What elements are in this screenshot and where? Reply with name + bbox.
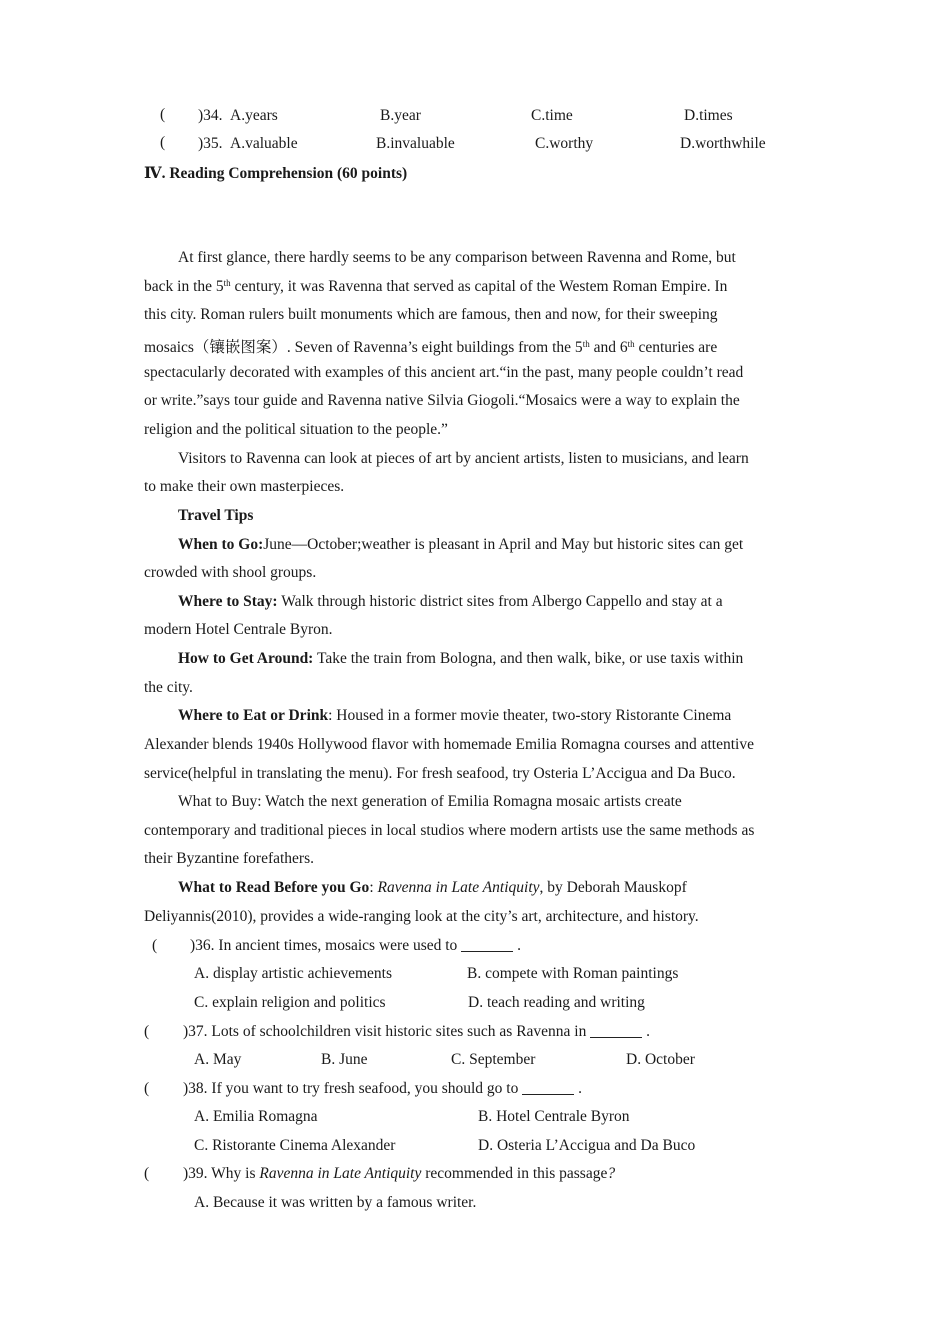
passage-line: At first glance, there hardly seems to be any comparison between Ravenna and Rome, but bbox=[178, 249, 736, 266]
option-d: D.times bbox=[684, 107, 733, 124]
option-c: C. explain religion and politics bbox=[194, 994, 386, 1011]
option-d: D. teach reading and writing bbox=[468, 994, 645, 1011]
passage-line: religion and the political situation to the people.” bbox=[144, 421, 448, 438]
answer-blank bbox=[522, 1082, 574, 1095]
answer-paren: ( bbox=[152, 937, 158, 954]
option-d: D. Osteria L’Accigua and Da Buco bbox=[478, 1137, 696, 1154]
option-b: B. compete with Roman paintings bbox=[467, 965, 679, 982]
passage-line: Visitors to Ravenna can look at pieces of art by ancient artists, listen to musicians, and learn bbox=[178, 450, 749, 467]
option-c: C. September bbox=[451, 1051, 536, 1068]
passage-line: Alexander blends 1940s Hollywood flavor with homemade Emilia Romagna courses and attentive bbox=[144, 736, 754, 753]
passage-line: contemporary and traditional pieces in local studios where modern artists use the same methods as bbox=[144, 822, 755, 839]
option-a: A. display artistic achievements bbox=[194, 965, 392, 982]
tip-where-to-stay: Where to Stay: Walk through historic district sites from Albergo Cappello and stay at a bbox=[178, 593, 723, 610]
option-a: A.years bbox=[230, 107, 278, 124]
question-stem: )37. Lots of schoolchildren visit historic sites such as Ravenna in . bbox=[183, 1023, 650, 1040]
tip-what-to-buy: What to Buy: Watch the next generation of Emilia Romagna mosaic artists create bbox=[178, 793, 682, 810]
passage-line: this city. Roman rulers built monuments which are famous, then and now, for their sweeping bbox=[144, 306, 718, 323]
passage-line: or write.”says tour guide and Ravenna native Silvia Giogoli.“Mosaics were a way to explain the bbox=[144, 392, 740, 409]
answer-blank bbox=[461, 939, 513, 952]
passage-line: service(helpful in translating the menu). For fresh seafood, try Osteria L’Accigua and Da Buco. bbox=[144, 765, 736, 782]
option-b: B. Hotel Centrale Byron bbox=[478, 1108, 630, 1125]
passage-line: mosaics（镶嵌图案）. Seven of Ravenna’s eight buildings from the 5th and 6th centuries are bbox=[144, 339, 718, 356]
answer-paren: ( bbox=[144, 1080, 150, 1097]
option-c: C. Ristorante Cinema Alexander bbox=[194, 1137, 396, 1154]
answer-paren: ( bbox=[144, 1165, 150, 1182]
passage-line: spectacularly decorated with examples of this ancient art.“in the past, many people couldn’t read bbox=[144, 364, 744, 381]
passage-line: crowded with shool groups. bbox=[144, 564, 317, 581]
tip-where-to-eat: Where to Eat or Drink: Housed in a former movie theater, two-story Ristorante Cinema bbox=[178, 707, 732, 724]
passage-line: the city. bbox=[144, 679, 193, 696]
tip-how-to-get-around: How to Get Around: Take the train from Bologna, and then walk, bike, or use taxis within bbox=[178, 650, 744, 667]
question-number: )35. bbox=[198, 135, 223, 152]
passage-line: modern Hotel Centrale Byron. bbox=[144, 621, 333, 638]
passage-line: back in the 5th century, it was Ravenna that served as capital of the Westem Roman Empire. In bbox=[144, 278, 728, 295]
question-stem: )36. In ancient times, mosaics were used to . bbox=[190, 937, 521, 954]
passage-line: to make their own masterpieces. bbox=[144, 478, 345, 495]
option-a: A.valuable bbox=[230, 135, 298, 152]
passage-line: Deliyannis(2010), provides a wide-ranging look at the city’s art, architecture, and history. bbox=[144, 908, 699, 925]
answer-paren: ( bbox=[160, 134, 166, 151]
option-c: C.time bbox=[531, 107, 573, 124]
answer-blank bbox=[590, 1025, 642, 1038]
option-b: B.year bbox=[380, 107, 421, 124]
question-stem: )38. If you want to try fresh seafood, you should go to . bbox=[183, 1080, 582, 1097]
answer-paren: ( bbox=[144, 1023, 150, 1040]
question-stem: )39. Why is Ravenna in Late Antiquity recommended in this passage? bbox=[183, 1165, 616, 1182]
question-number: )34. bbox=[198, 107, 223, 124]
answer-paren: ( bbox=[160, 106, 166, 123]
option-a: A. Because it was written by a famous writer. bbox=[194, 1194, 477, 1211]
option-a: A. Emilia Romagna bbox=[194, 1108, 318, 1125]
option-a: A. May bbox=[194, 1051, 242, 1068]
tip-when-to-go: When to Go:June—October;weather is pleasant in April and May but historic sites can get bbox=[178, 536, 744, 553]
option-b: B. June bbox=[321, 1051, 368, 1068]
section-title: Ⅳ. Reading Comprehension (60 points) bbox=[144, 165, 408, 182]
passage-line: their Byzantine forefathers. bbox=[144, 850, 314, 867]
option-b: B.invaluable bbox=[376, 135, 455, 152]
option-d: D.worthwhile bbox=[680, 135, 766, 152]
tip-what-to-read: What to Read Before you Go: Ravenna in Late Antiquity, by Deborah Mauskopf bbox=[178, 879, 687, 896]
travel-tips-heading: Travel Tips bbox=[178, 507, 254, 524]
option-d: D. October bbox=[626, 1051, 695, 1068]
option-c: C.worthy bbox=[535, 135, 594, 152]
